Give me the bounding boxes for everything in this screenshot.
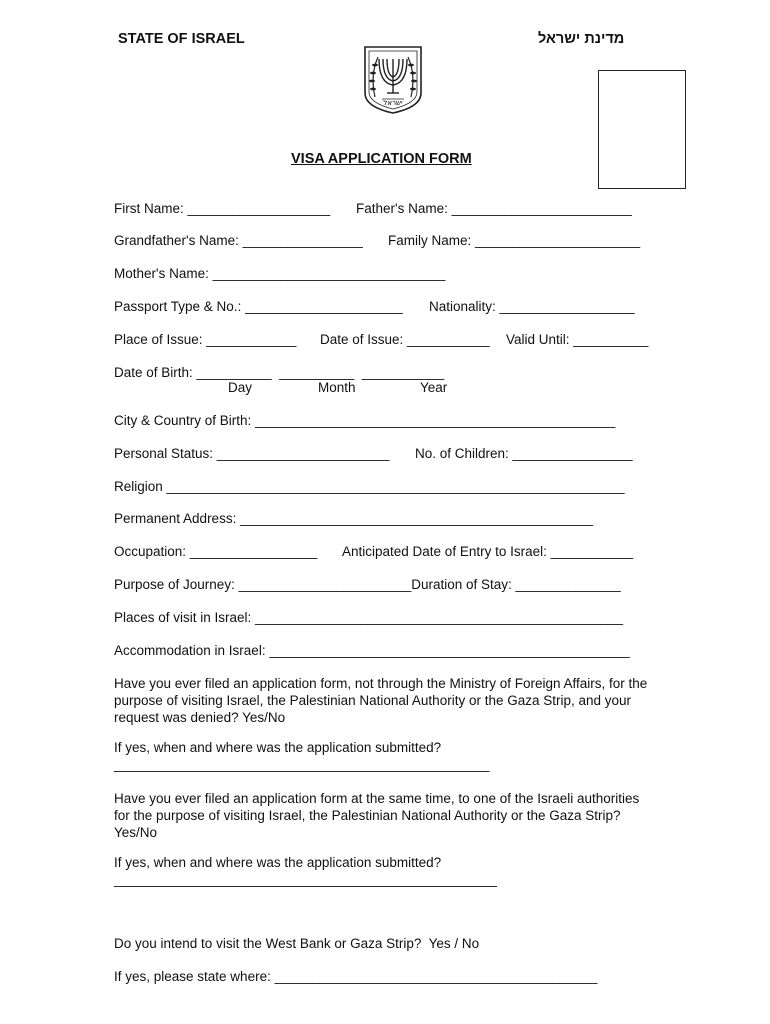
dob-day-label: Day [228,380,253,395]
form-title: VISA APPLICATION FORM [291,151,472,167]
accommodation-field[interactable]: Accommodation in Israel: ________________________________________________ [114,643,630,658]
children-field[interactable]: No. of Children: ________________ [415,446,633,461]
emblem-hebrew-text: ישראל [383,99,403,107]
question-1-followup: If yes, when and where was the application submitted? [114,740,442,755]
family-name-field[interactable]: Family Name: ______________________ [388,233,641,248]
question-simultaneous-application: Have you ever filed an application form at the same time, to one of the Israeli authorities for the purpose of visiting Israel, the Palestinian National Authority or the Gaza Strip? Yes/No [114,791,640,840]
photo-box [598,70,686,189]
dob-month-label: Month [318,380,356,395]
question-previous-denial: Have you ever filed an application form, not through the Ministry of Foreign Affairs, for the purpose of visiting Israel, the Palestinian National Authority or the Gaza Strip, and your request was denied? Yes/No [114,676,648,725]
question-2-followup: If yes, when and where was the application submitted? [114,855,442,870]
anticipated-date-field[interactable]: Anticipated Date of Entry to Israel: ___________ [342,544,634,559]
hebrew-state-label: מדינת ישראל [538,31,625,47]
city-country-birth-field[interactable]: City & Country of Birth: ________________________________________________ [114,413,616,428]
purpose-duration-field[interactable]: Purpose of Journey: _______________________Duration of Stay: ______________ [114,577,621,592]
permanent-address-field[interactable]: Permanent Address: _______________________________________________ [114,511,593,526]
menorah-emblem-icon [360,45,426,115]
fathers-name-field[interactable]: Father's Name: ________________________ [356,201,632,216]
dob-year-label: Year [420,380,448,395]
places-visit-field[interactable]: Places of visit in Israel: _________________________________________________ [114,610,623,625]
question-west-bank-gaza: Do you intend to visit the West Bank or Gaza Strip? Yes / No [114,936,480,951]
date-of-birth-field[interactable]: Date of Birth: __________ __________ ___________ [114,365,445,380]
place-of-issue-field[interactable]: Place of Issue: ____________ [114,332,297,347]
passport-field[interactable]: Passport Type & No.: _____________________ [114,299,403,314]
valid-until-field[interactable]: Valid Until: __________ [506,332,649,347]
question-2-answer-line[interactable]: ___________________________________________________ [114,872,497,887]
mothers-name-field[interactable]: Mother's Name: _______________________________ [114,266,446,281]
state-of-israel-label: STATE OF ISRAEL [118,31,245,47]
religion-field[interactable]: Religion _____________________________________________________________ [114,479,625,494]
personal-status-field[interactable]: Personal Status: _______________________ [114,446,390,461]
first-name-field[interactable]: First Name: ___________________ [114,201,331,216]
date-of-issue-field[interactable]: Date of Issue: ___________ [320,332,490,347]
question-3-followup-field[interactable]: If yes, please state where: ___________________________________________ [114,969,598,984]
occupation-field[interactable]: Occupation: _________________ [114,544,318,559]
grandfathers-name-field[interactable]: Grandfather's Name: ________________ [114,233,363,248]
nationality-field[interactable]: Nationality: __________________ [429,299,635,314]
question-1-answer-line[interactable]: __________________________________________________ [114,757,490,772]
